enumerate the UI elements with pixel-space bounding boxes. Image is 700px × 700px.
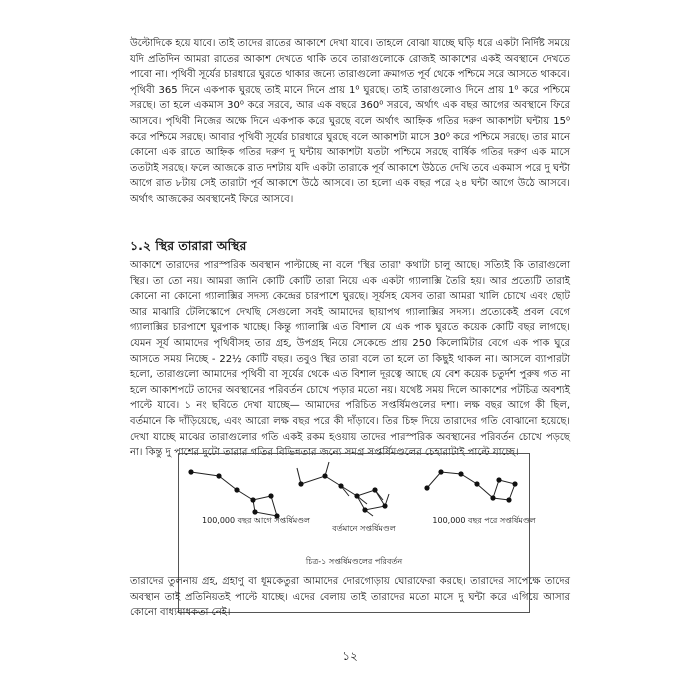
caption-present: বর্তমানে সপ্তর্ষিমণ্ডল (332, 524, 396, 533)
constellation-future-lines (427, 472, 515, 500)
section-heading: ১.২ স্থির তারারা অস্থির (130, 238, 247, 253)
constellation-present-lines (301, 476, 385, 510)
figure-title: চিত্র-১ সপ্তর্ষিমণ্ডলের পরিবর্তন (305, 557, 403, 566)
page-number: ১২ (342, 649, 358, 663)
paragraph-fixed-stars: আকাশে তারাদের পারস্পরিক অবস্থান পাল্টাচ্ছে না বলে 'স্থির তারা' কথাটা চালু আছে। সত্যিই কি তারাগুলো স্থির। তা তো নয়। আমরা জানি কোটি কোটি তারা নিয়ে এক একটা গ্যালাক্সি তৈরি হয়। আর প্রত্যেটি তারাই কোনো না কোনো গ্যালাক্সির সদস্য কেন্দ্রের চারপাশে ঘুরছে। সূর্যসহ যেসব তারা আমরা খালি চোখে এবং ছোট আর মাঝারি টেলিস্কোপে দেখছি সেগুলো সবই আমাদের ছায়াপথ গ্যালাক্সির সদস্য। প্রত্যেকেই প্রবল বেগে গ্যালাক্সির চারপাশে ঘুরপাক খাচ্ছে। কিন্তু গ্যালাক্সি এত বিশাল যে এক পাক ঘুরতে কয়েক কোটি বছর লাগছে। যেমন সূর্য আমাদের পৃথিবীসহ তার গ্রহ, উপগ্রহ নিয়ে সেকেন্ডে প্রায় 250 কিলোমিটার বেগে এক পাক ঘুরে আসতে সময় নিচ্ছে - 22½ কোটি বছর। তবুও স্থির তারা বলে তা হলে তা কিছুই থাকল না। আসলে ব্যাপারটা হলো, তারাগুলো আমাদের পৃথিবী বা সূর্যের থেকে এত বিশাল দূরত্বে আছে যে বেশ কয়েক চতুর্দশ পুরুষ গত না হলে আকাশপটে তাদের অবস্থানের পরিবর্তন চোখে পড়ার মতো নয়। যথেষ্ট সময় দিলে আকাশের পটচিত্র অবশ্যই পাল্টে যাবে। ১ নং ছবিতে দেখা যাচ্ছে— আমাদের পরিচিত সপ্তর্ষিমণ্ডলের দশা। লক্ষ বছর আগে কী ছিল, বর্তমানে কি দাঁড়িয়েছে, এবং আরো লক্ষ বছর পরে কী দাঁড়াবে। তির চিহ্ন দিয়ে তারাদের গতি বোঝানো হয়েছে। দেখা যাচ্ছে মাঝের তারাগুলোর গতি একই রকম হওয়ায় তাদের পারস্পরিক অবস্থানের পরিবর্তন চোখে পড়ছে না। কিন্তু দু পাশের দুটো তারার গতির বিভিন্নতার জন্যে সমগ্র সপ্তর্ষিমণ্ডলের চেহারাটাই পাল্টে যাচ্ছে। (130, 260, 570, 459)
paragraph-planets: তারাদের তুলনায় গ্রহ, গ্রহাণু বা ধূমকেতুরা আমাদের দোরগোড়ায় ঘোরাফেরা করছে। তারাদের সাপেক্ষে তাদের অবস্থান তাই প্রতিনিয়তই পাল্টে যাচ্ছে। এদের বেলায় তাই তারাদের মতো মাসে দু ঘন্টা করে এগিয়ে আসার কোনো বাধ্যবাধকতা নেই। (130, 576, 570, 619)
caption-past: 100,000 বছর আগে সপ্তর্ষিমণ্ডল (202, 516, 310, 525)
paragraph-intro: উল্টোদিকে হয়ে যাবে। তাই তাদের রাতের আকাশে দেখা যাবে। তাহলে বোঝা যাচ্ছে ঘড়ি ধরে একটা নির্দিষ্ট সময়ে যদি প্রতিদিন আমরা রাতের আকাশ দেখতে থাকি তবে তারাগুলোকে রোজই আকাশের একই অবস্থানে দেখতে পাবো না। পৃথিবী সূর্যের চারধারে ঘুরতে থাকার জন্যে তারাগুলো ক্রমাগত পূর্ব থেকে পশ্চিমে সরে আসতে থাকবে। পৃথিবী 365 দিনে একপাক ঘুরছে তাই মানে দিনে প্রায় 1⁰ ঘুরছে। তাই তারাগুলোও দিনে প্রায় 1⁰ করে পশ্চিমে সরছে। তা হলে একমাস 30⁰ করে সরবে, আর এক বছরে 360⁰ সরবে, অর্থাৎ এক বছর আগের অবস্থানে ফিরে আসবে। পৃথিবী নিজের অক্ষে দিনে একপাক করে ঘুরছে বলে অর্থাৎ আহ্নিক গতির দরুণ আকাশটা ঘন্টায় 15⁰ করে পশ্চিমে সরছে। আবার পৃথিবী সূর্যের চারধারে ঘুরছে বলে আকাশটা মাসে 30⁰ করে পশ্চিমে সরছে। তার মানে কোনো এক রাতে আহ্নিক গতির দরুণ দু ঘন্টায় আকাশটা যতটা পশ্চিমে সরছে বার্ষিক গতির দরুণ এক মাসে ততটাই সরছে। ফলে আজকে রাত দশটায় যদি একটা তারাকে পূর্ব আকাশে উঠতে দেখি তবে একমাস পরে দু ঘন্টা আগে রাত ৮টায় সেই তারাটা পূর্ব আকাশে উঠে আসবে। তা হলো এক বছর পরে ২৪ ঘন্টা আগে উঠে আসবে। অর্থাৎ আজকের অবস্থানেই ফিরে আসবে। (130, 38, 570, 205)
caption-future: 100,000 বছর পরে সপ্তর্ষিমণ্ডল (432, 516, 536, 525)
constellation-past-lines (191, 472, 277, 516)
constellation-drawing (179, 454, 531, 554)
